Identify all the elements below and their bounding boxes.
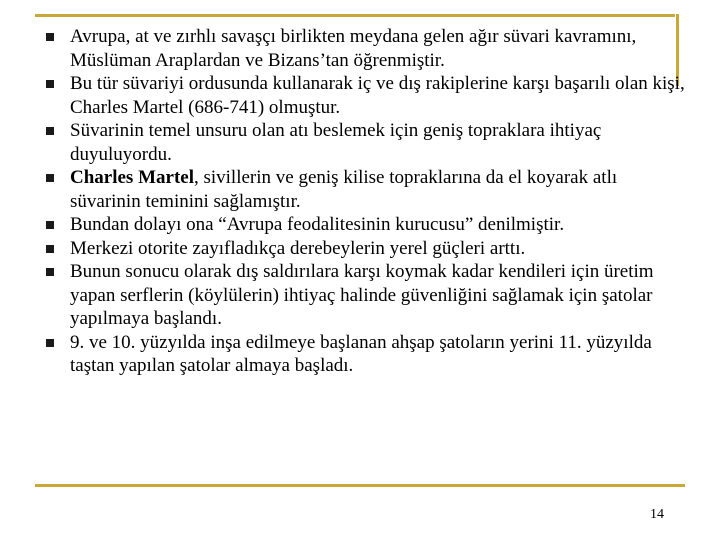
bullet-text: Bunun sonucu olarak dış saldırılara karşı koymak kadar kendileri için üretim yapan serflerin (köylülerin) ihtiyaç halinde güvenliğini sağlamak için şatolar yapılmaya başlandı. [70, 261, 654, 329]
square-bullet-icon [46, 221, 54, 229]
top-decorative-rule [35, 14, 675, 17]
square-bullet-icon [46, 268, 54, 276]
bullet-list [40, 25, 690, 378]
square-bullet-icon [46, 80, 54, 88]
bottom-decorative-rule [35, 484, 685, 487]
bullet-item-8 [40, 331, 690, 378]
bullet-text: Merkezi otorite zayıfladıkça derebeylerin yerel güçleri arttı. [70, 237, 526, 259]
page-number: 14 [650, 507, 664, 522]
bullet-item-1 [40, 25, 690, 72]
bullet-text: Avrupa, at ve zırhlı savaşçı birlikten meydana gelen ağır süvari kavramını, Müslüman Araplardan ve Bizans’tan öğrenmiştir. [70, 26, 637, 71]
bullet-item-5 [40, 213, 690, 237]
bullet-text: Süvarinin temel unsuru olan atı beslemek için geniş topraklara ihtiyaç duyuluyordu. [70, 120, 602, 165]
square-bullet-icon [46, 174, 54, 182]
bullet-item-2 [40, 72, 690, 119]
square-bullet-icon [46, 33, 54, 41]
square-bullet-icon [46, 339, 54, 347]
bullet-item-4 [40, 166, 690, 213]
slide-content [40, 25, 690, 378]
bullet-item-6 [40, 237, 690, 261]
bullet-item-3 [40, 119, 690, 166]
square-bullet-icon [46, 127, 54, 135]
bullet-bold-name: Charles Martel [70, 167, 194, 188]
bullet-text: 9. ve 10. yüzyılda inşa edilmeye başlanan ahşap şatoların yerini 11. yüzyılda taştan yapılan şatolar almaya başladı. [70, 331, 652, 376]
bullet-text: Bu tür süvariyi ordusunda kullanarak iç ve dış rakiplerine karşı başarılı olan kişi, Charles Martel (686-741) olmuştur. [70, 73, 685, 118]
bullet-text: Bundan dolayı ona “Avrupa feodalitesinin kurucusu” denilmiştir. [70, 214, 565, 235]
bullet-text: , sivillerin ve geniş kilise topraklarına da el koyarak atlı süvarinin teminini sağlamıştır. [70, 167, 618, 212]
bullet-item-7 [40, 260, 690, 331]
square-bullet-icon [46, 245, 54, 253]
